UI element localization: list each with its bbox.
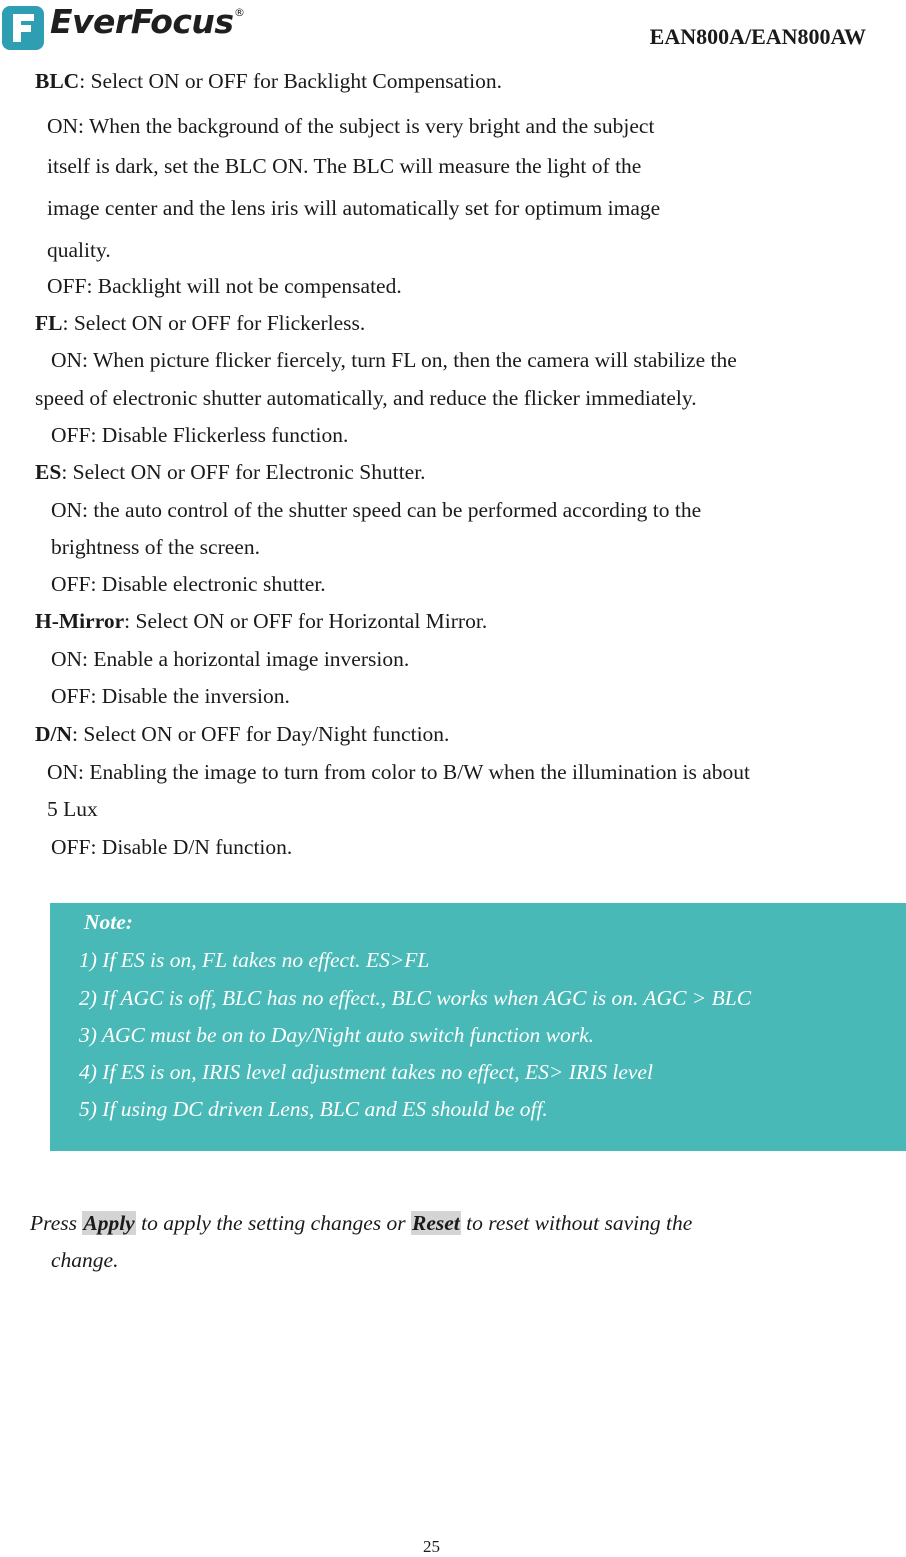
fl-heading: FL: Select ON or OFF for Flickerless. <box>35 311 366 335</box>
model-title: EAN800A/EAN800AW <box>649 24 866 49</box>
h-mirror-heading: H-Mirror: Select ON or OFF for Horizontal Mirror. <box>35 609 488 633</box>
body-line: itself is dark, set the BLC ON. The BLC will measure the light of the <box>47 154 642 178</box>
body-line: ON: the auto control of the shutter speed can be performed according to the <box>51 498 702 522</box>
term-es: ES <box>35 460 62 484</box>
apply-button[interactable]: Apply <box>83 1211 135 1235</box>
registered-mark: ® <box>234 6 245 19</box>
body-line: ON: When picture flicker fiercely, turn FL on, then the camera will stabilize the <box>51 348 737 372</box>
body-line: 5 Lux <box>47 797 98 821</box>
body-line: OFF: Disable electronic shutter. <box>51 572 326 596</box>
body-line: OFF: Disable Flickerless function. <box>51 423 349 447</box>
term-h-mirror: H-Mirror <box>35 609 125 633</box>
body-line: quality. <box>47 238 111 262</box>
term-dn: D/N <box>35 722 73 746</box>
note-box <box>50 903 906 1151</box>
note-item: 5) If using DC driven Lens, BLC and ES should be off. <box>79 1097 548 1121</box>
body-line: image center and the lens iris will automatically set for optimum image <box>47 196 661 220</box>
everfocus-logo-icon <box>2 6 44 50</box>
body-line: speed of electronic shutter automatically, and reduce the flicker immediately. <box>35 386 697 410</box>
apply-reset-instruction: Press Apply to apply the setting changes or Reset to reset without saving the <box>30 1211 693 1235</box>
body-line: OFF: Disable D/N function. <box>51 835 293 859</box>
body-line: ON: Enabling the image to turn from color to B/W when the illumination is about <box>47 760 751 784</box>
blc-heading: BLC: Select ON or OFF for Backlight Compensation. <box>35 69 503 93</box>
brand-name: EverFocus <box>50 2 234 41</box>
body-line: OFF: Backlight will not be compensated. <box>47 274 402 298</box>
es-heading: ES: Select ON or OFF for Electronic Shutter. <box>35 460 426 484</box>
note-item: 3) AGC must be on to Day/Night auto switch function work. <box>79 1023 594 1047</box>
body-line: ON: When the background of the subject is very bright and the subject <box>47 114 655 138</box>
note-title: Note: <box>84 910 133 934</box>
body-line: ON: Enable a horizontal image inversion. <box>51 647 410 671</box>
body-line: brightness of the screen. <box>51 535 260 559</box>
note-item: 1) If ES is on, FL takes no effect. ES>FL <box>79 948 430 972</box>
page-number: 25 <box>423 1537 440 1556</box>
note-item: 4) If ES is on, IRIS level adjustment takes no effect, ES> IRIS level <box>79 1060 653 1084</box>
term-fl: FL <box>35 311 63 335</box>
reset-button[interactable]: Reset <box>412 1211 460 1235</box>
everfocus-logo <box>0 2 260 52</box>
body-line: OFF: Disable the inversion. <box>51 684 290 708</box>
dn-heading: D/N: Select ON or OFF for Day/Night function. <box>35 722 450 746</box>
note-item: 2) If AGC is off, BLC has no effect., BLC works when AGC is on. AGC > BLC <box>79 986 752 1010</box>
term-blc: BLC <box>35 69 80 93</box>
instruction-continuation: change. <box>51 1248 119 1272</box>
